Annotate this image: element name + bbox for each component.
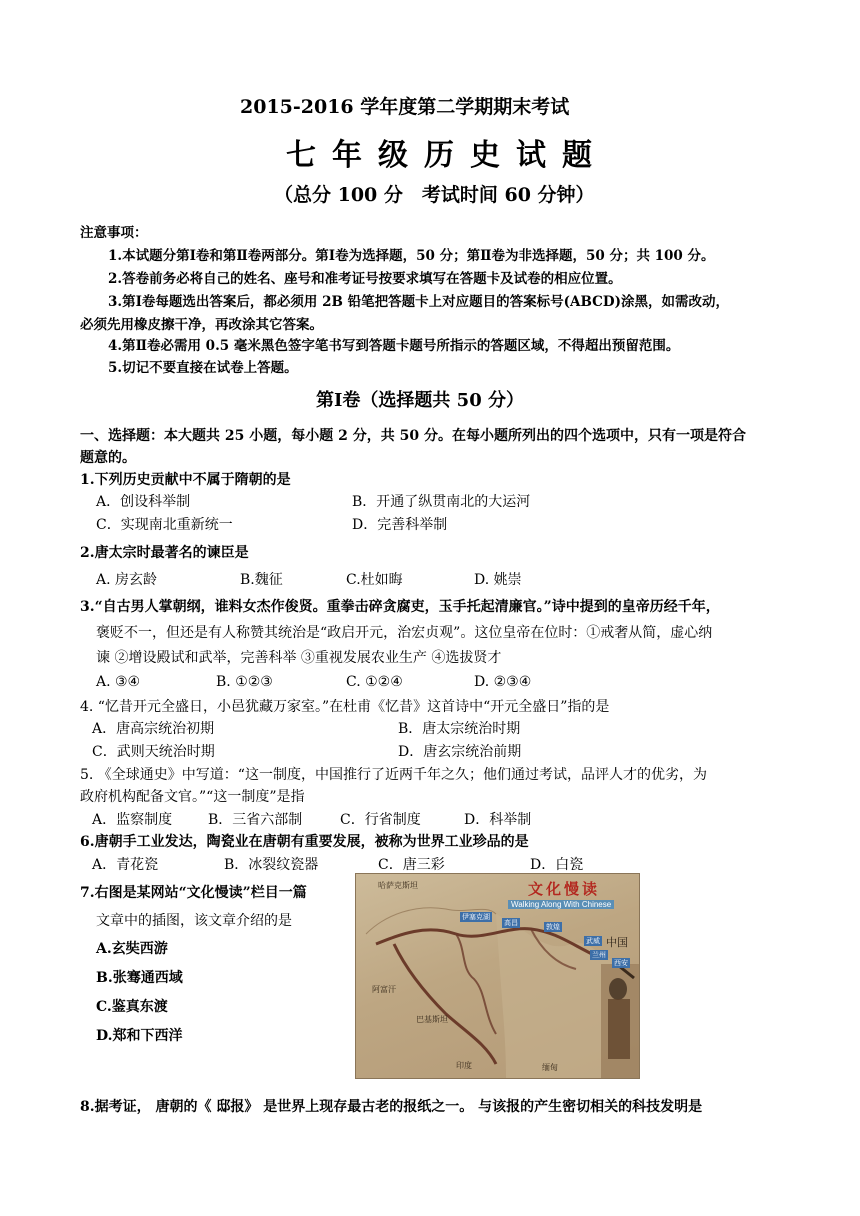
question-1-option-b: B．开通了纵贯南北的大运河 (352, 494, 531, 510)
question-6-option-a: A．青花瓷 (92, 857, 159, 873)
question-4-option-a: A．唐高宗统治初期 (92, 721, 215, 737)
question-4-option-c: C．武则天统治时期 (92, 744, 215, 760)
question-2-option-a: A. 房玄龄 (96, 572, 158, 588)
question-1-option-a: A．创设科举制 (96, 494, 191, 510)
notes-title: 注意事项： (80, 225, 148, 241)
map-label-china: 中国 (606, 936, 628, 949)
question-2-option-d: D. 姚崇 (474, 572, 522, 588)
note-5: 5.切记不要直接在试卷上答题。 (108, 360, 298, 376)
question-7-stem: 7.右图是某网站“文化慢读”栏目一篇 (80, 885, 307, 901)
question-7-option-c: C.鉴真东渡 (96, 999, 168, 1015)
question-2-option-c: C.杜如晦 (346, 572, 403, 588)
question-3-option-a: A. ③④ (96, 674, 141, 690)
map-place-lanzhou: 兰州 (592, 951, 606, 959)
note-3: 3.第Ⅰ卷每题选出答案后，都必须用 2B 铅笔把答题卡上对应题目的答案标号(ABCD)涂黑，如需改动， (108, 294, 729, 310)
question-2-option-b: B.魏征 (240, 572, 283, 588)
question-7-option-b: B.张骞通西域 (96, 970, 183, 986)
question-7-option-a: A.玄奘西游 (96, 941, 168, 957)
question-4-option-d: D．唐玄宗统治前期 (398, 744, 522, 760)
question-6-option-d: D．白瓷 (530, 857, 584, 873)
question-2-stem: 2.唐太宗时最著名的谏臣是 (80, 545, 249, 561)
question-4-option-b: B．唐太宗统治时期 (398, 721, 521, 737)
question-5-option-c: C．行省制度 (340, 812, 421, 828)
map-place-wuwei: 武威 (586, 937, 600, 945)
map-label-kazakhstan: 哈萨克斯坦 (378, 881, 418, 890)
question-3-option-c: C. ①②④ (346, 674, 403, 690)
question-5-option-b: B．三省六部制 (208, 812, 303, 828)
section-instructions-cont: 题意的。 (80, 450, 136, 466)
question-5-stem: 5. 《全球通史》中写道：“这一制度，中国推行了近两千年之久；他们通过考试，品评人才的优劣，为 (80, 767, 707, 783)
question-5-stem-line-2: 政府机构配备文官。”“这一制度”是指 (80, 789, 305, 805)
question-1-option-c: C．实现南北重新统一 (96, 517, 233, 533)
map-label-afghanistan: 阿富汗 (372, 985, 396, 994)
question-5-option-d: D．科举制 (464, 812, 532, 828)
exam-score-time: （总分 100 分 考试时间 60 分钟） (274, 184, 595, 206)
map-subtitle: Walking Along With Chinese (508, 900, 614, 909)
map-title: 文化慢读 (528, 880, 601, 898)
question-7-option-d: D.郑和下西洋 (96, 1028, 183, 1044)
note-2: 2.答卷前务必将自己的姓名、座号和准考证号按要求填写在答题卡及试卷的相应位置。 (108, 271, 622, 287)
question-5-option-a: A．监察制度 (92, 812, 173, 828)
note-3-cont: 必须先用橡皮擦干净，再改涂其它答案。 (80, 317, 323, 333)
note-4: 4.第Ⅱ卷必需用 0.5 毫米黑色签字笔书写到答题卡题号所指示的答题区域，不得超出预留范围。 (108, 338, 680, 354)
question-1-option-d: D．完善科举制 (352, 517, 448, 533)
question-6-stem: 6.唐朝手工业发达，陶瓷业在唐朝有重要发展，被称为世界工业珍品的是 (80, 834, 529, 850)
question-3-option-b: B. ①②③ (216, 674, 273, 690)
question-1-stem: 1.下列历史贡献中不属于隋朝的是 (80, 472, 291, 488)
map-place-dunhuang: 敦煌 (546, 923, 560, 931)
question-3-stem-line-2: 褒贬不一，但还是有人称赞其统治是“政启开元，治宏贞观”。这位皇帝在位时：①戒奢从简，虚心纳 (96, 625, 713, 641)
note-1: 1.本试题分第Ⅰ卷和第Ⅱ卷两部分。第Ⅰ卷为选择题，50 分；第Ⅱ卷为非选择题，50 分；共 100 分。 (108, 248, 715, 264)
question-7-stem-line-2: 文章中的插图，该文章介绍的是 (96, 913, 292, 929)
exam-title-subject: 七年级历史试题 (286, 138, 608, 173)
map-label-india: 印度 (456, 1061, 472, 1070)
map-label-pakistan: 巴基斯坦 (416, 1015, 448, 1024)
exam-title-term: 2015-2016 学年度第二学期期末考试 (240, 96, 570, 118)
question-3-stem: 3.“自古男人掌朝纲，谁料女杰作俊贤。重拳击碎贪腐吏，玉手托起清廉官。”诗中提到的皇帝历经千年， (80, 599, 720, 615)
question-6-option-c: C．唐三彩 (378, 857, 445, 873)
question-3-option-d: D. ②③④ (474, 674, 532, 690)
map-place-gaochang: 高昌 (504, 919, 518, 927)
map-place-issyk-kul: 伊塞克湖 (462, 913, 490, 921)
section-title: 第Ⅰ卷（选择题共 50 分） (316, 390, 525, 411)
question-6-option-b: B．冰裂纹瓷器 (224, 857, 319, 873)
section-instructions: 一、选择题：本大题共 25 小题，每小题 2 分，共 50 分。在每小题所列出的四个选项中，只有一项是符合 (80, 428, 746, 444)
question-8-stem: 8.据考证， 唐朝的《 邸报》 是世界上现存最古老的报纸之一。 与该报的产生密切相关的科技发明是 (80, 1099, 703, 1115)
map-label-myanmar: 缅甸 (542, 1063, 558, 1072)
map-place-xian: 西安 (614, 959, 628, 967)
question-3-stem-line-3: 谏 ②增设殿试和武举，完善科举 ③重视发展农业生产 ④选拔贤才 (96, 650, 502, 666)
silk-road-map-image (355, 873, 640, 1079)
question-4-stem: 4. “忆昔开元全盛日，小邑犹藏万家室。”在杜甫《忆昔》这首诗中“开元全盛日”指的是 (80, 699, 610, 715)
